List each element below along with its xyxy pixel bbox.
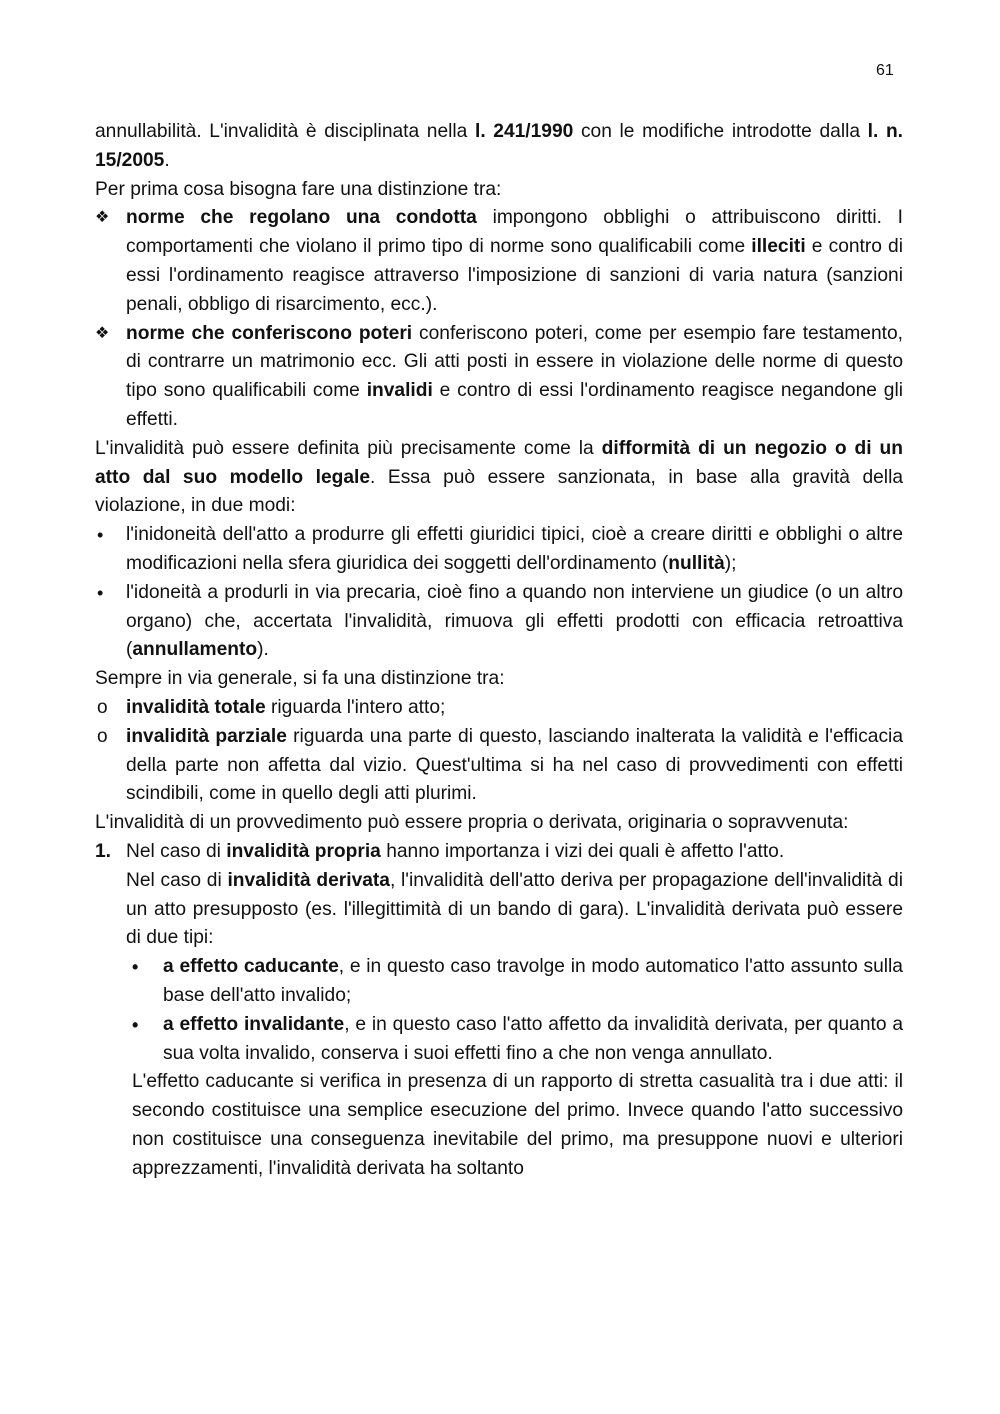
paragraph-provvedimento: L'invalidità di un provvedimento può essere propria o derivata, originaria o sopravvenuta: [95, 812, 849, 834]
term: norme che regolano una condotta [126, 207, 477, 229]
paragraph-distinction: Per prima cosa bisogna fare una distinzione tra: [95, 178, 502, 200]
text: hanno importanza i vizi dei quali è affetto l'atto. [380, 840, 785, 862]
term: norme che conferiscono poteri [126, 322, 413, 344]
law-reference: l. 241/1990 [474, 121, 574, 142]
term: difformità di un negozio o di un atto dal suo modello legale [95, 437, 903, 488]
closing-block [95, 1068, 903, 1183]
text: ); [724, 552, 737, 574]
text: Nel caso di [126, 869, 228, 891]
text: l'inidoneità dell'atto a produrre gli effetti giuridici tipici, cioè a creare diritti e obblighi o altre modificazioni nella sfera giuridica dei soggetti dell'ordinamento ( [126, 524, 903, 574]
term: invalidi [366, 380, 433, 402]
text: , e in questo caso travolge in modo automatico l'atto assunto sulla base dell'atto invalido; [163, 956, 903, 1006]
text: riguarda una parte di questo, lasciando inalterata la validità e l'efficacia della parte non affetta dal vizio. Quest'ultima si ha nel caso di provvedimenti con effetti scindibili, come in quello degli atti plurimi. [126, 725, 903, 805]
text: . Essa può essere sanzionata, in base alla gravità della violazione, in due modi: [95, 466, 904, 517]
text: l'idoneità a produrli in via precaria, cioè fino a quando non interviene un giudice (o un altro organo) che, accertata l'invalidità, rimuova gli effetti prodotti con efficacia retroattiva ( [126, 581, 903, 661]
sub-list-item [126, 953, 903, 1011]
text: conferiscono poteri, come per esempio fare testamento, di contrarre un matrimonio ecc. Gli atti posti in essere in violazione delle norme di questo tipo sono qualificabili come [126, 322, 903, 402]
term: a effetto caducante [163, 956, 339, 978]
paragraph-intro [95, 118, 903, 176]
sub-list-item [126, 1011, 903, 1069]
list-item [95, 579, 903, 665]
term: invalidità parziale [126, 725, 287, 747]
paragraph-general: Sempre in via generale, si fa una distinzione tra: [95, 668, 505, 690]
text: , e in questo caso l'atto affetto da invalidità derivata, per quanto a sua volta invalido, conserva i suoi effetti fino a che non venga annullato. [163, 1013, 904, 1064]
page-number: 61 [876, 62, 894, 79]
line [126, 867, 903, 953]
term: invalidità propria [226, 840, 381, 862]
text: impongono obblighi o attribuiscono diritti. I comportamenti che violano il primo tipo di norme sono qualificabili come [126, 207, 903, 258]
text: , l'invalidità dell'atto deriva per propagazione dell'invalidità di un atto presupposto (es. l'illegittimità di un bando di gara). L'invalidità derivata può essere di due tipi: [126, 869, 903, 949]
numbered-list-item [95, 838, 903, 1068]
document-body [95, 118, 903, 1183]
law-reference: l. n. 15/2005 [95, 121, 904, 171]
term: a effetto invalidante [163, 1013, 345, 1035]
bullet-icon: • [132, 1014, 139, 1035]
diamond-bullet-icon: ❖ [95, 324, 110, 342]
text: . [164, 149, 170, 171]
list-item [95, 694, 903, 723]
text: e contro di essi l'ordinamento reagisce negandone gli effetti. [126, 380, 903, 430]
list-item [95, 723, 903, 809]
bullet-icon: • [97, 582, 104, 603]
list-item [95, 204, 903, 319]
term: invalidità totale [126, 696, 266, 718]
line [126, 838, 903, 867]
paragraph-definition [95, 435, 903, 521]
text: riguarda l'intero atto; [271, 696, 446, 718]
text: annullabilità. L'invalidità è disciplinata nella [95, 121, 475, 142]
text: con le modifiche introdotte dalla [573, 121, 868, 142]
term: illeciti [751, 236, 806, 258]
circle-bullet-icon: o [97, 725, 108, 747]
term: nullità [668, 552, 725, 574]
text: L'invalidità può essere definita più precisamente come la [95, 437, 602, 459]
paragraph-closing: L'effetto caducante si verifica in presenza di un rapporto di stretta casualità tra i due atti: il secondo costituisce una semplice esecuzione del primo. Invece quando l'atto successivo non costituisce una conseguenza inevitabile del primo, ma presuppone nuovi e ulteriori apprezzamenti, l'invalidità derivata ha soltanto [132, 1071, 903, 1179]
list-item [95, 320, 903, 435]
bullet-icon: • [132, 957, 139, 978]
term: annullamento [132, 639, 258, 661]
diamond-bullet-icon: ❖ [95, 209, 110, 227]
text: ). [257, 639, 269, 661]
text: Nel caso di [126, 840, 227, 862]
list-item [95, 521, 903, 579]
term: invalidità derivata [227, 869, 390, 891]
list-number: 1. [95, 840, 112, 862]
bullet-icon: • [97, 525, 104, 546]
circle-bullet-icon: o [97, 696, 108, 718]
text: e contro di essi l'ordinamento reagisce attraverso l'imposizione di sanzioni di varia natura (sanzioni penali, obbligo di risarcimento, ecc.). [126, 236, 903, 315]
